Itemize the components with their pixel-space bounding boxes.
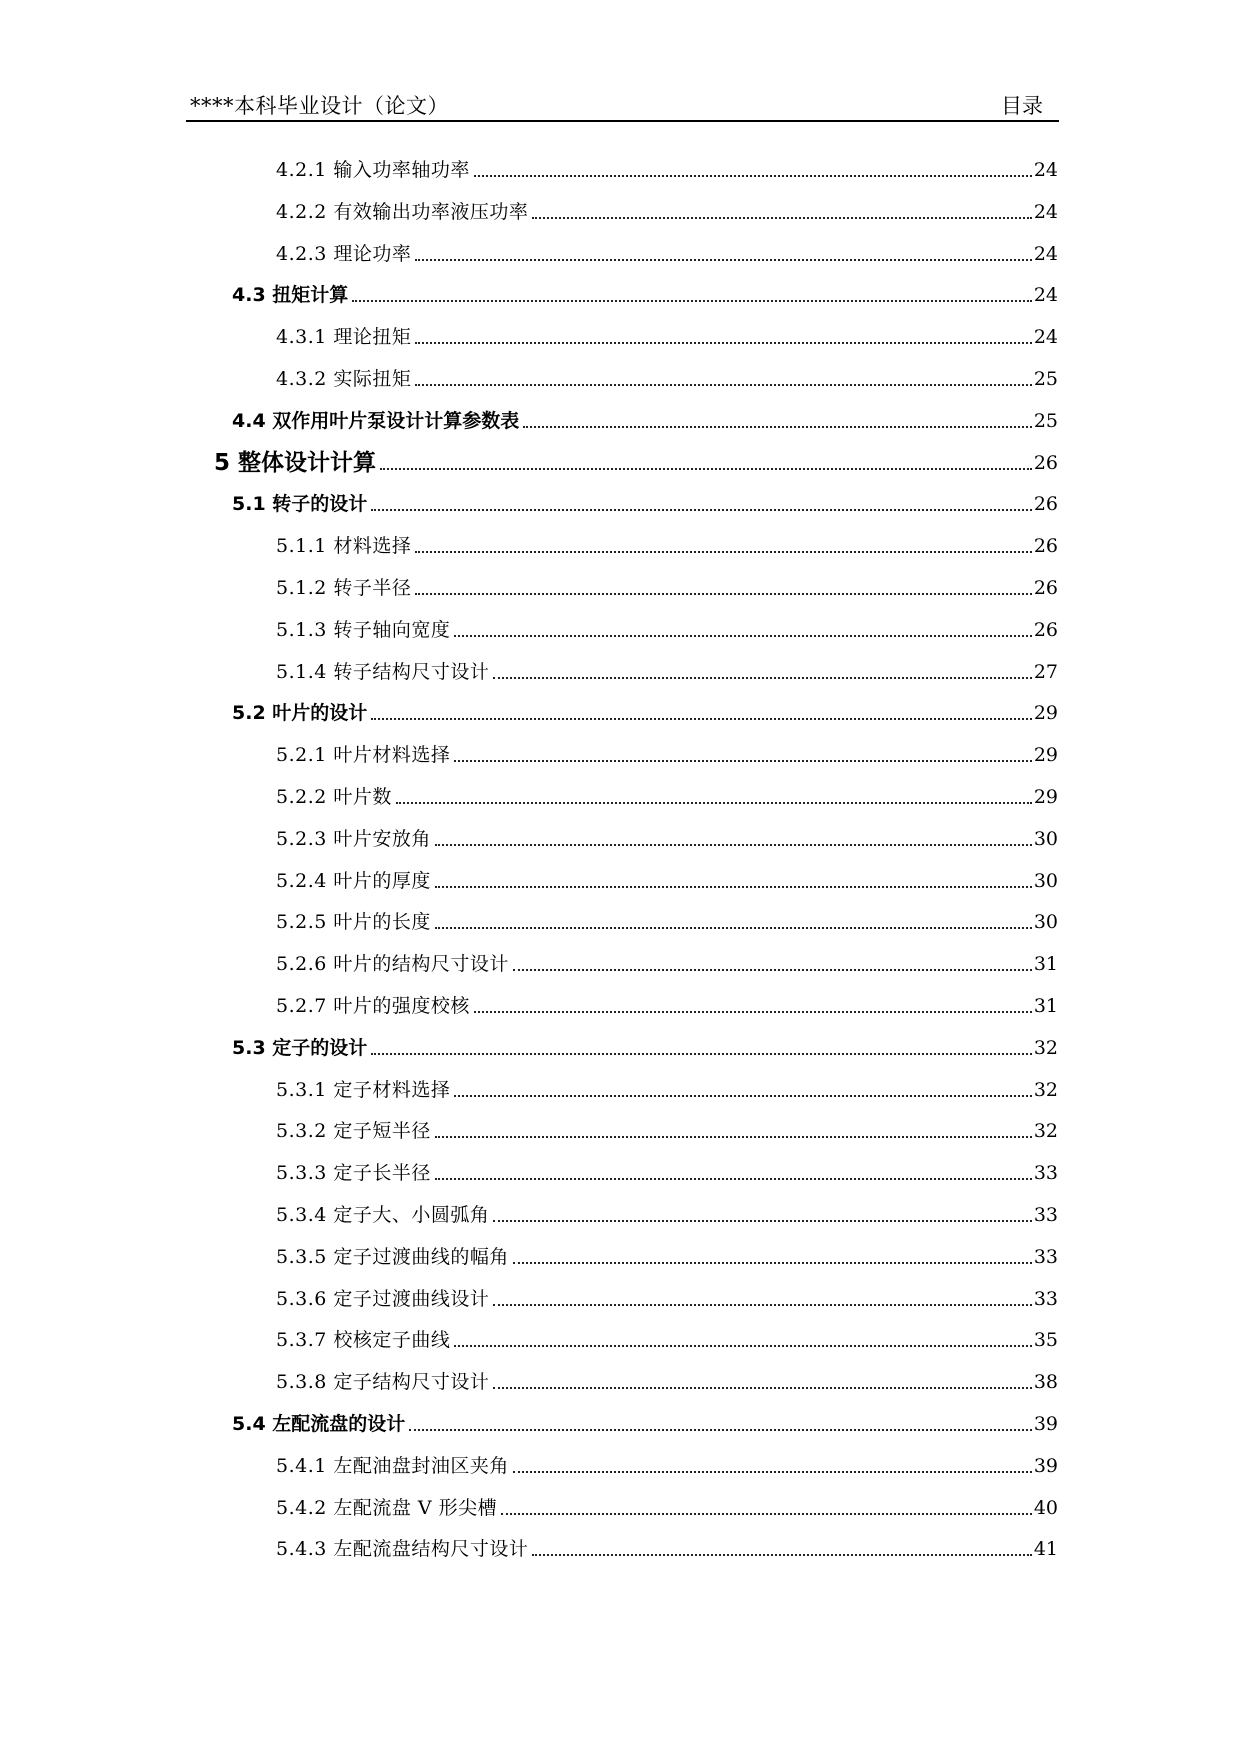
toc-entry — [232, 486, 1058, 516]
toc-dot-leader — [435, 927, 1032, 929]
toc-entry — [276, 1281, 1058, 1311]
toc-entry — [276, 904, 1058, 934]
toc-dot-leader — [352, 300, 1032, 302]
toc-entry-page: 40 — [1033, 1497, 1058, 1519]
toc-entry-label: 5.4.2 左配流盘 V 形尖槽 — [276, 1497, 498, 1519]
toc-entry — [276, 1113, 1058, 1143]
toc-dot-leader — [493, 1387, 1031, 1389]
toc-entry — [276, 236, 1058, 266]
toc-entry-page: 25 — [1033, 410, 1058, 432]
toc-entry-label: 5.2.4 叶片的厚度 — [276, 870, 431, 892]
toc-dot-leader — [513, 1262, 1032, 1264]
toc-dot-leader — [415, 551, 1031, 553]
toc-dot-leader — [532, 217, 1031, 219]
toc-entry-page: 26 — [1033, 493, 1058, 515]
toc-entry — [276, 1197, 1058, 1227]
toc-entry — [276, 1448, 1058, 1478]
toc-entry — [276, 863, 1058, 893]
toc-entry-label: 5.1.4 转子结构尺寸设计 — [276, 661, 490, 683]
toc-dot-leader — [415, 593, 1031, 595]
toc-entry-label: 4.2.1 输入功率轴功率 — [276, 159, 470, 181]
toc-entry — [276, 988, 1058, 1018]
toc-entry — [232, 1030, 1058, 1060]
toc-entry — [276, 1155, 1058, 1185]
toc-entry — [276, 612, 1058, 642]
toc-dot-leader — [380, 468, 1032, 470]
toc-entry-page: 26 — [1033, 619, 1058, 641]
toc-entry-label: 5.1.1 材料选择 — [276, 535, 412, 557]
toc-entry-label: 5.4 左配流盘的设计 — [232, 1413, 406, 1435]
toc-entry-label: 4.3.1 理论扭矩 — [276, 326, 412, 348]
toc-entry — [276, 946, 1058, 976]
toc-entry-page: 24 — [1033, 159, 1058, 181]
toc-entry-page: 24 — [1033, 201, 1058, 223]
toc-dot-leader — [409, 1429, 1032, 1431]
toc-dot-leader — [513, 1471, 1032, 1473]
toc-entry-page: 30 — [1033, 870, 1058, 892]
toc-dot-leader — [435, 1178, 1032, 1180]
toc-entry-page: 38 — [1033, 1371, 1058, 1393]
toc-dot-leader — [454, 635, 1031, 637]
toc-entry — [276, 654, 1058, 684]
toc-dot-leader — [532, 1554, 1031, 1556]
toc-entry-label: 5.2 叶片的设计 — [232, 702, 368, 724]
toc-entry-label: 5.3.1 定子材料选择 — [276, 1079, 451, 1101]
document-title: ****本科毕业设计（论文） — [190, 94, 449, 118]
toc-dot-leader — [523, 426, 1032, 428]
toc-dot-leader — [493, 1220, 1031, 1222]
toc-dot-leader — [513, 969, 1032, 971]
toc-entry-label: 5.3.2 定子短半径 — [276, 1120, 431, 1142]
toc-entry — [276, 152, 1058, 182]
toc-dot-leader — [474, 1011, 1032, 1013]
section-title: 目录 — [1001, 94, 1043, 118]
toc-dot-leader — [493, 677, 1031, 679]
toc-entry-label: 5.2.1 叶片材料选择 — [276, 744, 451, 766]
toc-entry-page: 26 — [1033, 535, 1058, 557]
toc-entry-label: 5.3.3 定子长半径 — [276, 1162, 431, 1184]
toc-entry-page: 33 — [1033, 1288, 1058, 1310]
toc-dot-leader — [435, 886, 1032, 888]
toc-entry-label: 4.2.3 理论功率 — [276, 243, 412, 265]
toc-entry-page: 32 — [1033, 1079, 1058, 1101]
toc-entry-page: 29 — [1033, 744, 1058, 766]
toc-entry — [232, 695, 1058, 725]
toc-entry — [276, 1364, 1058, 1394]
toc-entry-page: 32 — [1033, 1037, 1058, 1059]
toc-dot-leader — [474, 175, 1032, 177]
toc-entry — [276, 361, 1058, 391]
toc-entry-page: 32 — [1033, 1120, 1058, 1142]
toc-entry-page: 33 — [1033, 1246, 1058, 1268]
toc-entry-page: 31 — [1033, 953, 1058, 975]
toc-entry — [232, 1406, 1058, 1436]
toc-entry-label: 5.3.7 校核定子曲线 — [276, 1329, 451, 1351]
toc-entry — [276, 779, 1058, 809]
toc-entry-page: 26 — [1033, 452, 1058, 474]
toc-entry-label: 4.4 双作用叶片泵设计计算参数表 — [232, 410, 520, 432]
toc-entry-label: 5.4.1 左配油盘封油区夹角 — [276, 1455, 509, 1477]
toc-entry — [276, 319, 1058, 349]
toc-entry-page: 24 — [1033, 243, 1058, 265]
toc-entry-label: 4.2.2 有效输出功率液压功率 — [276, 201, 529, 223]
toc-dot-leader — [435, 1136, 1032, 1138]
toc-entry-label: 5.2.7 叶片的强度校核 — [276, 995, 470, 1017]
toc-dot-leader — [371, 1053, 1032, 1055]
toc-dot-leader — [454, 760, 1031, 762]
toc-entry — [276, 570, 1058, 600]
toc-entry — [232, 277, 1058, 307]
toc-entry-label: 4.3 扭矩计算 — [232, 284, 349, 306]
toc-entry-page: 39 — [1033, 1413, 1058, 1435]
toc-entry-page: 24 — [1033, 284, 1058, 306]
toc-entry-page: 25 — [1033, 368, 1058, 390]
toc-entry-label: 5.2.3 叶片安放角 — [276, 828, 431, 850]
toc-entry-page: 24 — [1033, 326, 1058, 348]
toc-entry-label: 5.2.5 叶片的长度 — [276, 911, 431, 933]
toc-entry — [276, 821, 1058, 851]
toc-entry — [232, 403, 1058, 433]
toc-entry-label: 5.1.3 转子轴向宽度 — [276, 619, 451, 641]
toc-entry-label: 5.3.6 定子过渡曲线设计 — [276, 1288, 490, 1310]
toc-entry — [276, 1490, 1058, 1520]
toc-entry-page: 30 — [1033, 828, 1058, 850]
toc-dot-leader — [454, 1095, 1031, 1097]
toc-entry-page: 26 — [1033, 577, 1058, 599]
toc-dot-leader — [396, 802, 1032, 804]
toc-dot-leader — [371, 718, 1032, 720]
toc-entry-page: 29 — [1033, 702, 1058, 724]
toc-entry — [276, 1072, 1058, 1102]
toc-dot-leader — [493, 1304, 1031, 1306]
toc-entry-page: 41 — [1033, 1538, 1058, 1560]
toc-entry — [214, 445, 1058, 475]
toc-dot-leader — [415, 259, 1031, 261]
toc-entry-label: 5.3.5 定子过渡曲线的幅角 — [276, 1246, 509, 1268]
toc-entry — [276, 528, 1058, 558]
toc-entry-label: 5 整体设计计算 — [214, 450, 377, 476]
toc-entry-label: 5.3.4 定子大、小圆弧角 — [276, 1204, 490, 1226]
toc-dot-leader — [415, 384, 1031, 386]
toc-dot-leader — [435, 844, 1032, 846]
toc-entry-label: 5.3.8 定子结构尺寸设计 — [276, 1371, 490, 1393]
toc-entry-label: 4.3.2 实际扭矩 — [276, 368, 412, 390]
toc-entry — [276, 737, 1058, 767]
toc-entry-page: 33 — [1033, 1204, 1058, 1226]
toc-entry-page: 33 — [1033, 1162, 1058, 1184]
toc-entry-page: 30 — [1033, 911, 1058, 933]
toc-entry-label: 5.1.2 转子半径 — [276, 577, 412, 599]
toc-entry-page: 35 — [1033, 1329, 1058, 1351]
toc-entry — [276, 1531, 1058, 1561]
toc-entry-page: 27 — [1033, 661, 1058, 683]
toc-entry — [276, 1239, 1058, 1269]
toc-entry — [276, 194, 1058, 224]
toc-entry-label: 5.2.2 叶片数 — [276, 786, 392, 808]
toc-dot-leader — [415, 342, 1031, 344]
toc-entry-label: 5.1 转子的设计 — [232, 493, 368, 515]
toc-entry-label: 5.3 定子的设计 — [232, 1037, 368, 1059]
toc-entry — [276, 1322, 1058, 1352]
toc-entry-page: 29 — [1033, 786, 1058, 808]
toc-dot-leader — [454, 1345, 1031, 1347]
toc-entry-label: 5.2.6 叶片的结构尺寸设计 — [276, 953, 509, 975]
toc-entry-page: 39 — [1033, 1455, 1058, 1477]
toc-entry-label: 5.4.3 左配流盘结构尺寸设计 — [276, 1538, 529, 1560]
toc-dot-leader — [501, 1513, 1032, 1515]
toc-entry-page: 31 — [1033, 995, 1058, 1017]
toc-dot-leader — [371, 509, 1032, 511]
